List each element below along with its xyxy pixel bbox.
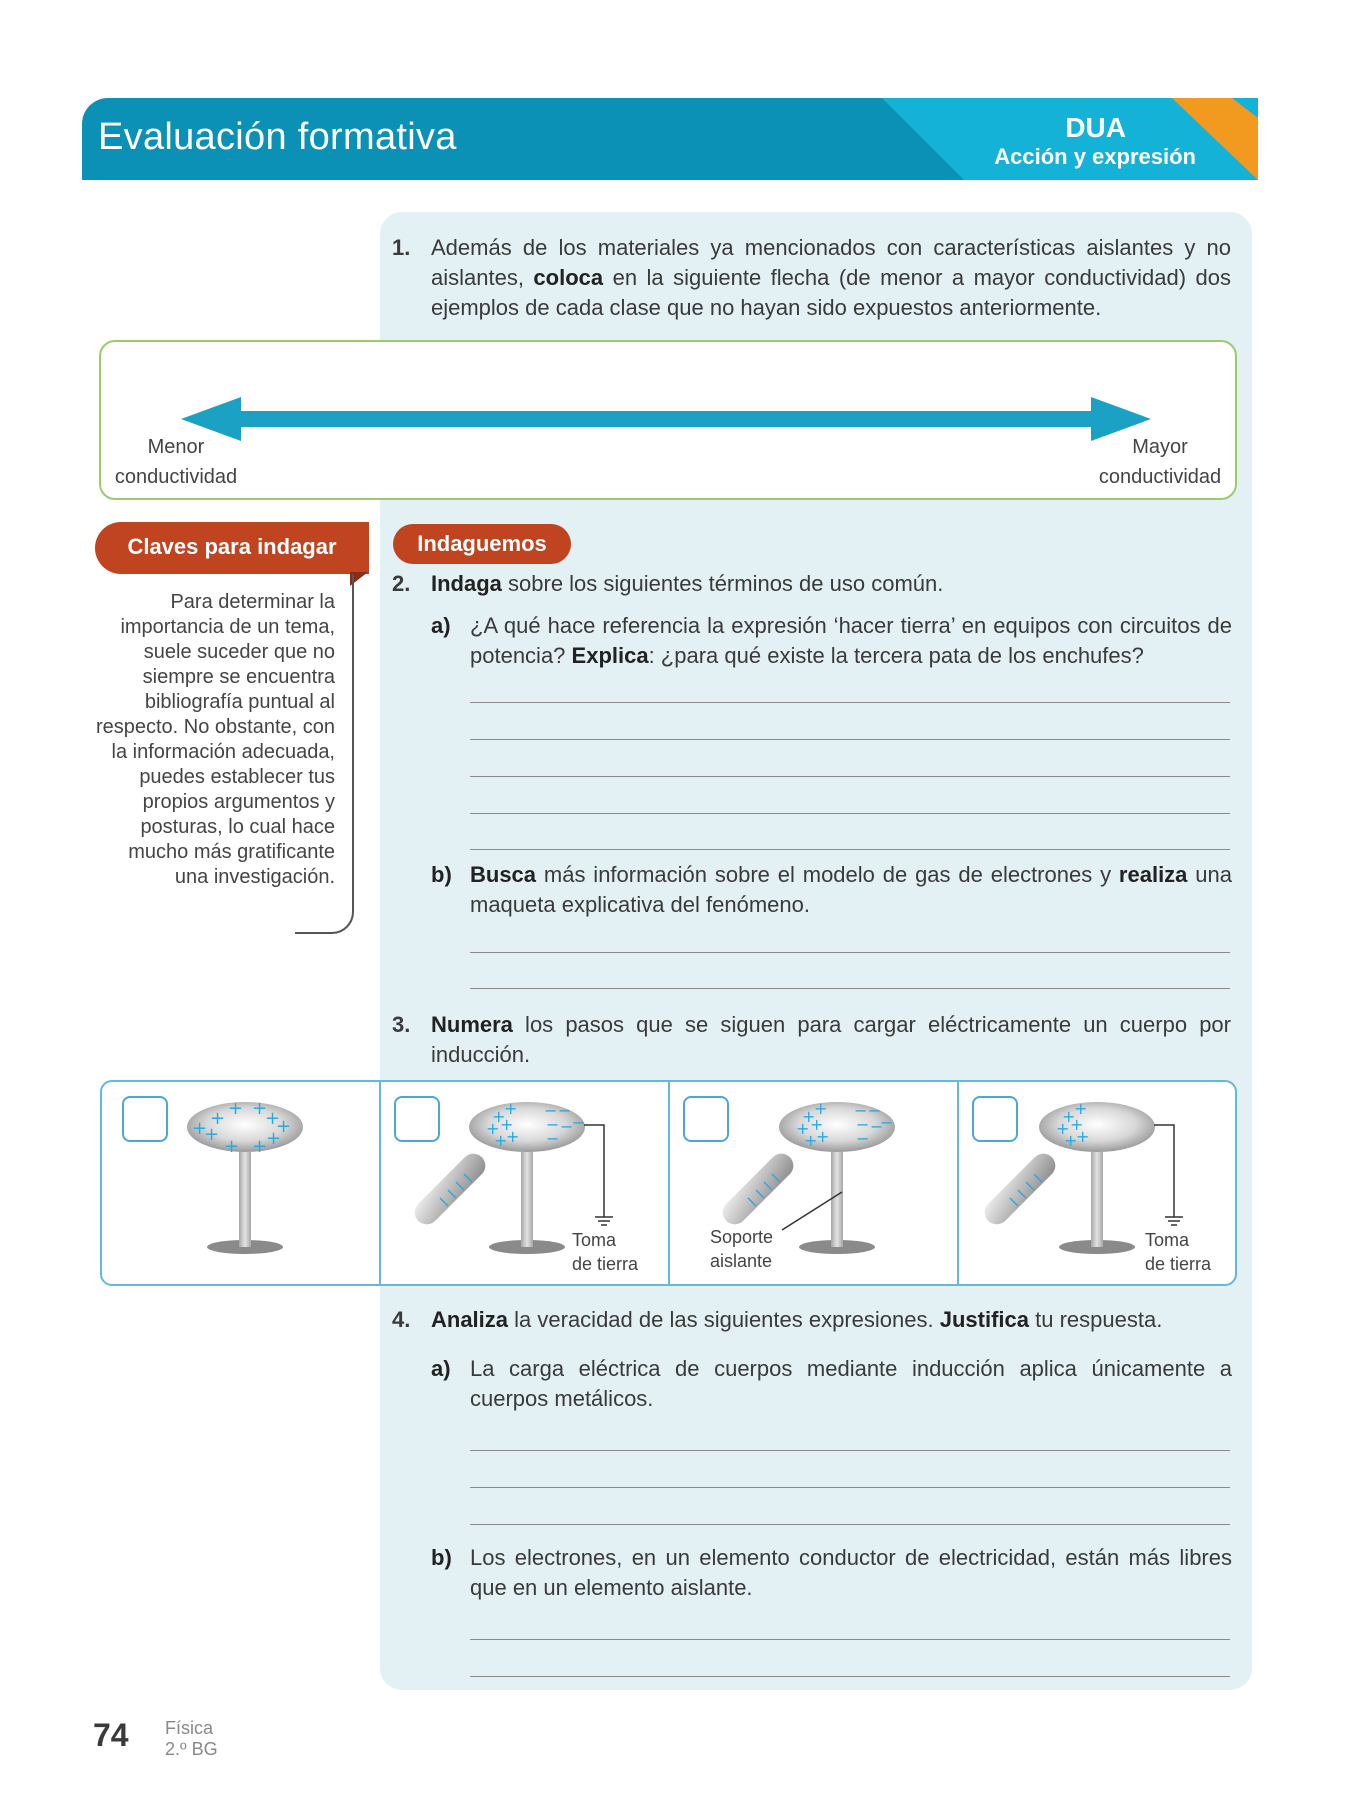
q4-text: Analiza la veracidad de las siguientes expresiones. Justifica tu respuesta. <box>431 1307 1163 1332</box>
q4a-text: La carga eléctrica de cuerpos mediante inducción aplica únicamente a cuerpos metálicos. <box>470 1356 1232 1411</box>
induction-diagram <box>100 1080 1237 1286</box>
header-banner <box>82 98 1258 180</box>
indaguemos-tag <box>393 524 571 564</box>
double-arrow-icon <box>101 342 1235 498</box>
q3-number: 3. <box>392 1012 411 1037</box>
svg-text:+: + <box>265 1108 281 1129</box>
svg-text:+: + <box>252 1136 268 1157</box>
answer-line[interactable] <box>470 1487 1230 1488</box>
q2-text: Indaga sobre los siguientes términos de uso común. <box>431 571 944 596</box>
svg-text:−: − <box>856 1129 870 1148</box>
q4b-letter: b) <box>431 1545 452 1570</box>
svg-text:+: + <box>804 1131 818 1150</box>
answer-line[interactable] <box>470 1676 1230 1677</box>
svg-text:+: + <box>810 1115 824 1134</box>
claves-tag <box>95 522 369 574</box>
answer-line[interactable] <box>470 952 1230 953</box>
svg-text:−: − <box>544 1101 558 1120</box>
svg-text:+: + <box>504 1099 518 1118</box>
svg-text:+: + <box>252 1098 268 1119</box>
page-number: 74 <box>93 1717 129 1753</box>
svg-text:+: + <box>228 1098 244 1119</box>
answer-line[interactable] <box>470 702 1230 703</box>
answer-line[interactable] <box>470 1639 1230 1640</box>
q2a-text: ¿A qué hace referencia la expresión ‘hacer tierra’ en equipos con circuitos de potencia? Explica: ¿para qué existe la tercera pata de los enchufes? <box>470 613 1232 668</box>
svg-text:+: + <box>276 1116 292 1137</box>
q4-number: 4. <box>392 1307 411 1332</box>
q4b-text: Los electrones, en un elemento conductor de electricidad, están más libres que en un elemento aislante. <box>470 1545 1232 1600</box>
answer-line[interactable] <box>470 1524 1230 1525</box>
answer-line[interactable] <box>470 813 1230 814</box>
svg-text:+: + <box>1056 1119 1070 1138</box>
svg-text:−: − <box>546 1129 560 1148</box>
q2b-text: Busca más información sobre el modelo de gas de electrones y realiza una maqueta explicativa del fenómeno. <box>470 862 1232 917</box>
support-label: Soporte aislante <box>710 1227 774 1271</box>
svg-text:−: − <box>870 1117 884 1136</box>
svg-text:+: + <box>816 1127 830 1146</box>
svg-text:+: + <box>802 1107 816 1126</box>
conductivity-scale[interactable] <box>99 340 1237 500</box>
electroscope-illustrations <box>102 1082 1235 1284</box>
claves-body: Para determinar la importancia de un tema, suele suceder que no siempre se encuentra bibliografía puntual al respecto. No obstante, con la información adecuada, puedes establecer tus propios argumentos y posturas, lo cual hace mucho más gratificante una investigación. <box>95 591 335 888</box>
svg-text:−: − <box>856 1115 870 1134</box>
q1-number: 1. <box>392 235 411 260</box>
scale-max-label: Mayor conductividad <box>1098 436 1222 488</box>
svg-text:+: + <box>796 1119 810 1138</box>
svg-text:−: − <box>560 1117 574 1136</box>
svg-text:−: − <box>572 1113 586 1132</box>
claves-title: Claves para indagar <box>127 534 337 559</box>
answer-line[interactable] <box>470 988 1230 989</box>
svg-text:+: + <box>224 1136 240 1157</box>
svg-text:+: + <box>1062 1107 1076 1126</box>
svg-text:+: + <box>814 1099 828 1118</box>
ground-label: Toma de tierra <box>572 1230 639 1274</box>
q1-text: Además de los materiales ya mencionados con características aislantes y no aislantes, coloca en la siguiente flecha (de menor a mayor conductividad) dos ejemplos de cada clase que no hayan sido expuestos anteriormente. <box>431 235 1231 320</box>
svg-text:+: + <box>1070 1115 1084 1134</box>
dua-subtitle: Acción y expresión <box>994 144 1196 169</box>
svg-text:−: − <box>880 1113 894 1132</box>
svg-text:+: + <box>192 1118 208 1139</box>
indaguemos-label: Indaguemos <box>417 531 547 556</box>
svg-text:+: + <box>1074 1099 1088 1118</box>
page-title: Evaluación formativa <box>98 116 457 158</box>
svg-text:+: + <box>494 1131 508 1150</box>
svg-text:+: + <box>486 1119 500 1138</box>
scale-min-label: Menor conductividad <box>114 436 238 488</box>
dua-badge <box>898 98 1258 180</box>
svg-text:−: − <box>868 1101 882 1120</box>
answer-line[interactable] <box>470 1450 1230 1451</box>
ground-label: Toma de tierra <box>1145 1230 1212 1274</box>
q2b-letter: b) <box>431 862 452 887</box>
svg-text:−: − <box>546 1115 560 1134</box>
footer-subject: Física 2.º BG <box>165 1718 218 1759</box>
dua-title: DUA <box>1065 112 1126 143</box>
svg-text:+: + <box>1064 1131 1078 1150</box>
answer-line[interactable] <box>470 849 1230 850</box>
svg-text:+: + <box>1076 1127 1090 1146</box>
svg-text:+: + <box>266 1128 282 1149</box>
answer-line[interactable] <box>470 776 1230 777</box>
svg-text:+: + <box>210 1108 226 1129</box>
electroscope-1 <box>187 1098 303 1254</box>
svg-text:−: − <box>854 1101 868 1120</box>
q3-text: Numera los pasos que se siguen para cargar eléctricamente un cuerpo por inducción. <box>431 1012 1231 1067</box>
svg-text:+: + <box>500 1115 514 1134</box>
q4a-letter: a) <box>431 1356 451 1381</box>
svg-text:+: + <box>506 1127 520 1146</box>
svg-text:−: − <box>558 1101 572 1120</box>
q2a-letter: a) <box>431 613 451 638</box>
svg-text:+: + <box>204 1124 220 1145</box>
answer-line[interactable] <box>470 739 1230 740</box>
svg-text:+: + <box>492 1107 506 1126</box>
q2-number: 2. <box>392 571 411 596</box>
